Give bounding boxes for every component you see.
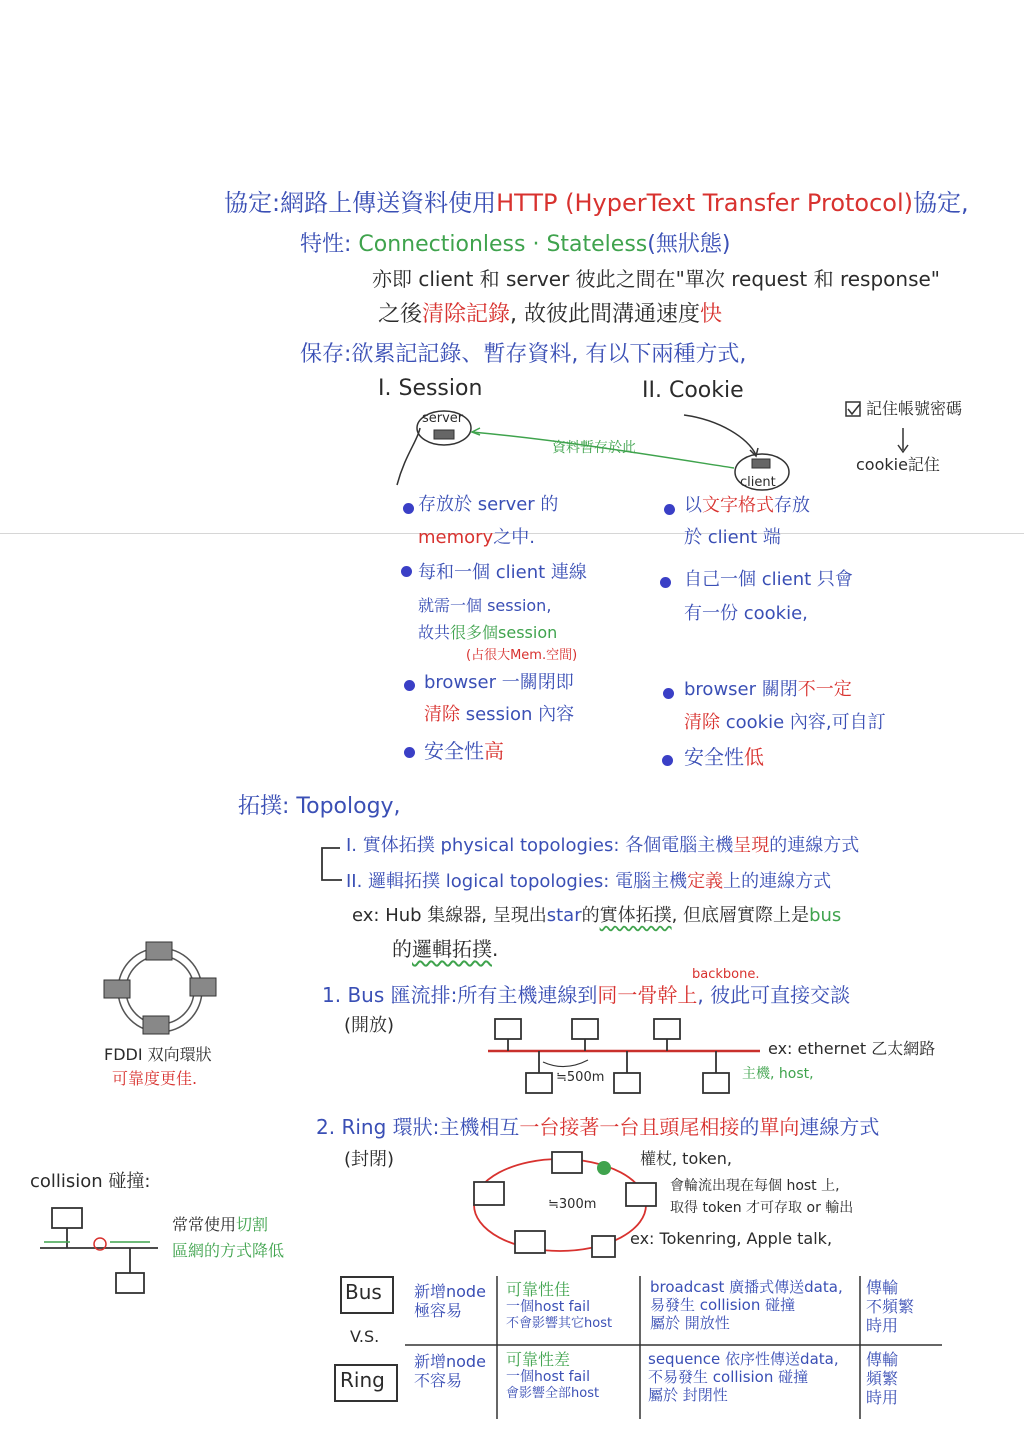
cookie-point-1: 以文字格式存放 xyxy=(684,495,810,516)
collision-desc-1: 常常使用切割 xyxy=(172,1215,269,1234)
collision-host-bottom xyxy=(116,1273,144,1293)
compare-ring-transmission: sequence 依序性傳送data, 不易發生 collision 碰撞 屬於 封閉性 xyxy=(648,1350,839,1404)
bullet-icon xyxy=(663,688,674,699)
bus-host-label: 主機, host, xyxy=(742,1066,814,1082)
ring-token-desc-2: 取得 token 才可存取 or 輸出 xyxy=(670,1200,854,1216)
topology-label: 拓撲: Topology, xyxy=(238,794,401,819)
bus-host-3 xyxy=(654,1019,680,1039)
ring-closed-label: (封閉) xyxy=(344,1149,395,1170)
protocol-http: HTTP (HyperText Transfer Protocol) xyxy=(496,189,913,217)
ring-distance: ≒300m xyxy=(548,1197,597,1212)
bullet-icon xyxy=(662,755,673,766)
ring-token-label: 權杖, token, xyxy=(640,1149,733,1168)
compare-bus-transmission: broadcast 廣播式傳送data, 易發生 collision 碰撞 屬於 開放性 xyxy=(650,1278,843,1332)
explain-clear-records: 清除記錄 xyxy=(422,302,511,327)
explain-line-1: 亦即 client 和 server 彼此之間在"單次 request 和 response" xyxy=(372,267,941,291)
token-icon xyxy=(597,1161,611,1175)
compare-bus-usage: 傳輸 不頻繁 時用 xyxy=(866,1278,915,1336)
save-text: 欲累記記錄、暫存資料, 有以下兩種方式, xyxy=(351,342,747,367)
protocol-suffix: 協定, xyxy=(913,189,969,217)
compare-bus-label: Bus xyxy=(345,1280,382,1304)
bus-host-1 xyxy=(495,1019,521,1039)
fddi-host-left xyxy=(104,980,130,998)
session-title: I. Session xyxy=(378,376,483,401)
cookie-title: II. Cookie xyxy=(642,378,744,403)
session-point-4: 安全性高 xyxy=(424,739,504,763)
compare-bus-reliability: 可靠性佳 一個host fail 不會影響其它host xyxy=(506,1280,613,1331)
compare-bus-add-node: 新增node 極容易 xyxy=(414,1282,486,1321)
fddi-inner-ring xyxy=(126,956,194,1024)
bus-distance-arc xyxy=(543,1060,588,1067)
bus-host-5 xyxy=(614,1073,640,1093)
cookie-pointer-arrow xyxy=(684,415,756,455)
protocol-line xyxy=(224,190,969,218)
session-point-2-c: 故共很多個session xyxy=(418,623,558,642)
bullet-icon xyxy=(664,504,675,515)
server-label: server xyxy=(422,411,464,426)
fddi-reliability: 可靠度更佳. xyxy=(112,1069,198,1088)
cookie-point-3-b: 清除 cookie 內容,可自訂 xyxy=(684,712,886,733)
topology-example-cont: 的邏輯拓撲. xyxy=(392,937,499,961)
collision-desc-2: 區網的方式降低 xyxy=(172,1241,285,1260)
session-point-2-note: (占很大Mem.空間) xyxy=(466,648,578,663)
topology-bracket xyxy=(322,848,342,880)
server-hardware-icon xyxy=(434,430,454,439)
topology-example: ex: Hub 集線器, 呈現出star的實体拓撲, 但底層實際上是bus xyxy=(352,905,842,926)
ring-host-right xyxy=(626,1183,656,1206)
cookie-point-4: 安全性低 xyxy=(684,745,764,769)
fddi-host-bottom xyxy=(143,1016,169,1034)
cookie-remember-label: cookie記住 xyxy=(856,455,940,474)
explain-line-2: 之後清除記錄, 故彼此間溝通速度快 xyxy=(378,302,723,327)
fddi-host-top xyxy=(146,942,172,960)
client-label: client xyxy=(740,475,776,490)
session-point-1: 存放於 server 的 xyxy=(418,494,559,515)
bus-title: 1. Bus 匯流排:所有主機連線到同一骨幹上, 彼此可直接交談 xyxy=(322,983,851,1007)
cookie-point-3: browser 關閉不一定 xyxy=(684,679,852,700)
session-point-2-b: 就需一個 session, xyxy=(418,596,552,615)
session-pointer-arrow xyxy=(397,428,420,485)
bus-host-4 xyxy=(526,1073,552,1093)
collision-label: collision 碰撞: xyxy=(30,1171,151,1192)
bullet-icon xyxy=(401,566,412,577)
session-point-2: 每和一個 client 連線 xyxy=(418,562,587,583)
ring-host-left xyxy=(474,1182,504,1205)
traits-label: 特性: xyxy=(300,232,352,257)
topology-physical: I. 實体拓撲 physical topologies: 各個電腦主機呈現的連線方式 xyxy=(346,835,860,856)
compare-ring-reliability: 可靠性差 一個host fail 會影響全部host xyxy=(506,1350,600,1401)
session-point-1-cont: memory之中. xyxy=(418,527,535,548)
ring-example: ex: Tokenring, Apple talk, xyxy=(630,1229,833,1248)
bullet-icon xyxy=(403,503,414,514)
ring-host-bottom-left xyxy=(515,1231,545,1253)
traits-paren: (無狀態) xyxy=(647,232,731,257)
bus-host-6 xyxy=(703,1073,729,1093)
cookie-point-1-b: 於 client 端 xyxy=(684,527,781,548)
bullet-icon xyxy=(660,577,671,588)
ring-title: 2. Ring 環狀:主機相互一台接著一台且頭尾相接的單向連線方式 xyxy=(316,1115,880,1139)
cookie-point-2: 自己一個 client 只會 xyxy=(684,569,853,590)
traits-line xyxy=(300,232,730,257)
storage-arrow-label: 資料暫存於此 xyxy=(552,440,636,456)
remember-checkbox-label: 記住帳號密碼 xyxy=(866,399,963,418)
protocol-label: 協定: xyxy=(224,189,281,217)
save-line xyxy=(300,342,746,367)
ring-token-desc-1: 會輪流出現在每個 host 上, xyxy=(670,1178,840,1194)
bus-example: ex: ethernet 乙太網路 xyxy=(768,1039,936,1058)
save-label: 保存: xyxy=(300,342,352,367)
protocol-text: 網路上傳送資料使用 xyxy=(280,189,497,217)
compare-ring-add-node: 新增node 不容易 xyxy=(414,1352,486,1391)
bullet-icon xyxy=(404,747,415,758)
bus-host-2 xyxy=(572,1019,598,1039)
compare-ring-label: Ring xyxy=(340,1368,385,1392)
fddi-label: FDDI 双向環狀 xyxy=(104,1045,212,1064)
session-point-3-b: 清除 session 內容 xyxy=(424,704,575,725)
session-point-3: browser 一關閉即 xyxy=(424,672,574,693)
compare-ring-usage: 傳輸 頻繁 時用 xyxy=(866,1350,899,1408)
fddi-host-right xyxy=(190,978,216,996)
client-hardware-icon xyxy=(752,459,770,468)
bullet-icon xyxy=(404,680,415,691)
bus-backbone-label: backbone. xyxy=(692,967,760,982)
ring-host-top xyxy=(552,1152,582,1173)
topology-logical: II. 邏輯拓撲 logical topologies: 電腦主機定義上的連線方式 xyxy=(346,871,832,892)
bus-distance: ≒500m xyxy=(556,1070,605,1085)
cookie-point-2-b: 有一份 cookie, xyxy=(684,603,808,624)
collision-host-top xyxy=(52,1208,82,1228)
bus-open-label: (開放) xyxy=(344,1015,395,1036)
compare-vs-label: V.S. xyxy=(350,1327,380,1346)
ring-host-bottom-right xyxy=(592,1236,615,1257)
traits-value: Connectionless · Stateless xyxy=(358,232,648,257)
